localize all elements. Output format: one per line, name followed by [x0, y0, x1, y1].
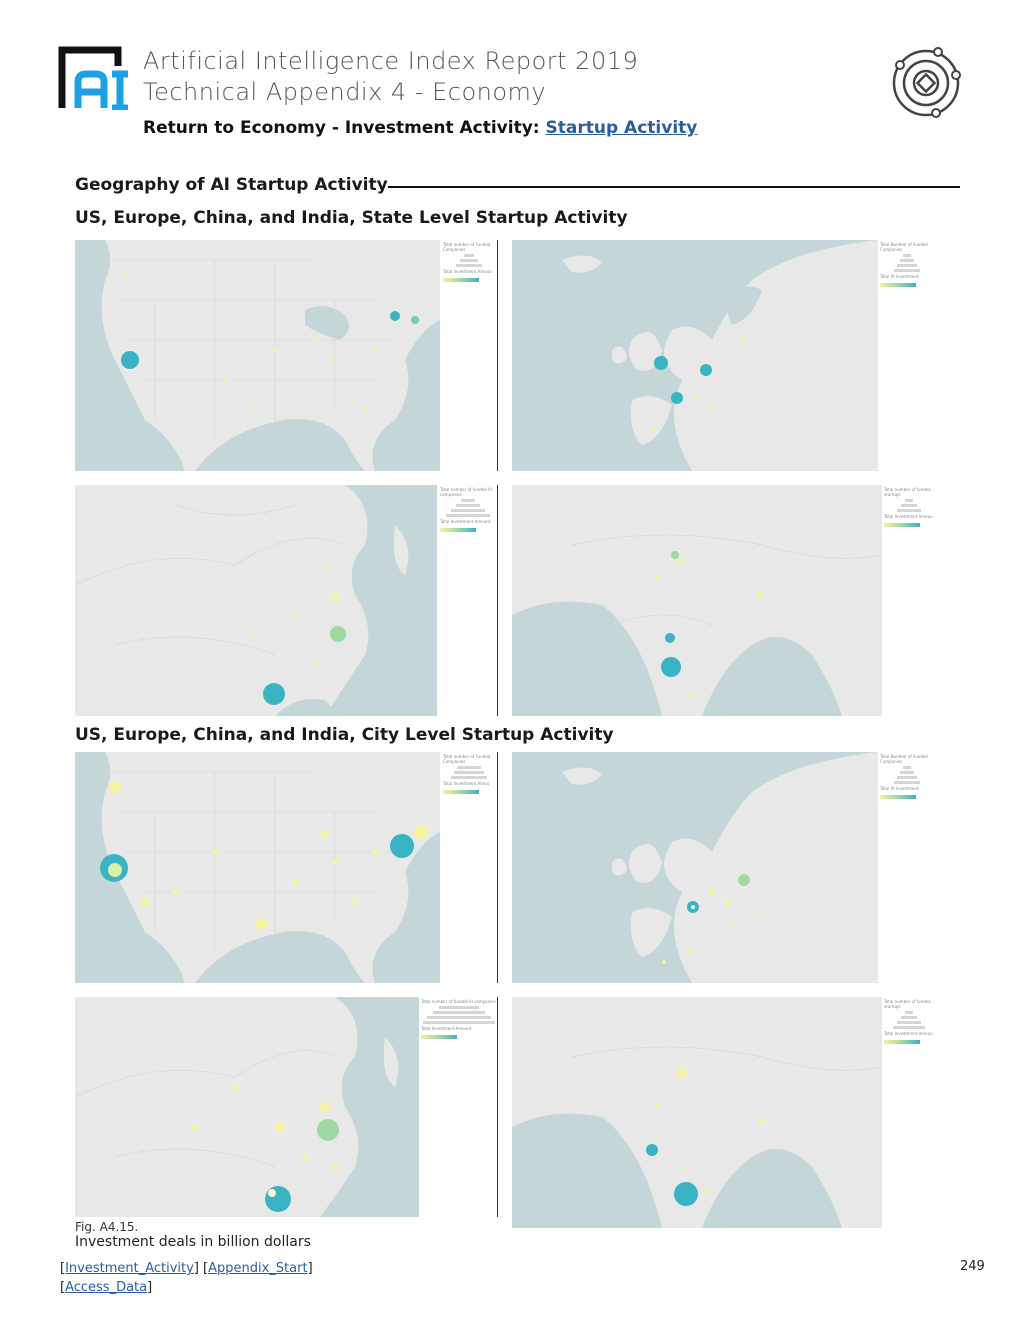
europe-state-bubbles: [512, 240, 878, 471]
bubble-shenzhen: [265, 1186, 291, 1212]
india-city-map: [512, 997, 882, 1228]
panel-divider: [497, 240, 498, 471]
bubble-new-york: [411, 316, 419, 324]
state-level-heading: US, Europe, China, and India, State Level Startup Activity: [75, 208, 628, 228]
appendix-title: Technical Appendix 4 - Economy: [143, 78, 547, 106]
bubble-shanghai-city: [317, 1119, 339, 1141]
economy-emblem-icon: [888, 45, 964, 121]
china-state-legend: Total number of funded AI companies Total Investment Amount: [440, 487, 496, 532]
return-nav: [143, 118, 697, 138]
us-city-bubbles: [75, 752, 440, 983]
europe-state-legend: Total Number of Funded Companies Total AI Investment: [880, 242, 934, 287]
panel-divider: [497, 485, 498, 716]
bubble-london: [654, 356, 668, 370]
bubble-berlin: [738, 874, 750, 886]
bubble-guangdong: [263, 683, 285, 705]
city-level-heading: US, Europe, China, and India, City Level Startup Activity: [75, 725, 614, 745]
bubble-germany: [700, 364, 712, 376]
panel-divider: [497, 997, 498, 1217]
europe-city-legend: Total Number of Funded Companies Total AI Investment: [880, 754, 934, 799]
india-state-map-panel: [512, 485, 937, 716]
bubble-california: [121, 351, 139, 369]
us-state-bubbles: [75, 240, 440, 471]
bubble-massachusetts: [390, 311, 400, 321]
startup-activity-link[interactable]: Startup Activity: [545, 118, 698, 138]
panel-divider: [497, 752, 498, 983]
page-number: 249: [960, 1259, 985, 1274]
china-city-bubbles: [75, 997, 419, 1217]
bubble-karnataka: [661, 657, 681, 677]
footer-links: [Investment_Activity] [Appendix_Start] [Access_Data]: [60, 1261, 313, 1295]
bubble-maharashtra: [665, 633, 675, 643]
india-state-map: [512, 485, 882, 716]
europe-city-bubbles: [512, 752, 878, 983]
investment-activity-link[interactable]: Investment_Activity: [65, 1261, 194, 1276]
us-state-legend: Total number of Funded Companies Total Investment Amoun: [443, 242, 495, 282]
bubble-paris: [671, 392, 683, 404]
india-state-bubbles: [512, 485, 882, 716]
ai-index-logo: [58, 46, 130, 110]
china-state-map: [75, 485, 437, 716]
bubble-boston: [390, 834, 414, 858]
bubble-mumbai: [646, 1144, 658, 1156]
europe-city-map: [512, 752, 878, 983]
china-city-map-panel: [75, 997, 498, 1217]
report-title: Artificial Intelligence Index Report 2019: [143, 47, 639, 75]
bubble-new-york-city: [414, 825, 428, 839]
india-city-bubbles: [512, 997, 882, 1228]
china-state-bubbles: [75, 485, 437, 716]
section-divider: [388, 186, 960, 188]
india-city-map-panel: [512, 997, 937, 1228]
figure-label: Fig. A4.15.: [75, 1220, 139, 1234]
us-city-map: [75, 752, 440, 983]
europe-state-map: [512, 240, 878, 471]
us-city-legend: Total number of Funded Companies Total Investment Amou: [443, 754, 495, 794]
us-state-map-panel: [75, 240, 498, 471]
access-data-link[interactable]: Access_Data: [65, 1280, 148, 1295]
section-title: Geography of AI Startup Activity: [75, 175, 388, 195]
return-prefix: Return to Economy - Investment Activity:: [143, 118, 546, 138]
europe-state-map-panel: [512, 240, 937, 471]
us-city-map-panel: [75, 752, 498, 983]
china-state-map-panel: [75, 485, 498, 716]
india-state-legend: Total number of funded startups Total Investment Amoun: [884, 487, 934, 527]
china-city-map: [75, 997, 419, 1217]
figure-caption: Investment deals in billion dollars: [75, 1234, 311, 1250]
china-city-legend: Total number of funded AI companies Total Investment Amount: [421, 999, 497, 1039]
us-state-map: [75, 240, 440, 471]
appendix-start-link[interactable]: Appendix_Start: [208, 1261, 308, 1276]
europe-city-map-panel: [512, 752, 937, 983]
india-city-legend: Total number of funded startups Total Investment Amoun: [884, 999, 934, 1044]
bubble-shanghai: [330, 626, 346, 642]
bubble-bangalore: [674, 1182, 698, 1206]
